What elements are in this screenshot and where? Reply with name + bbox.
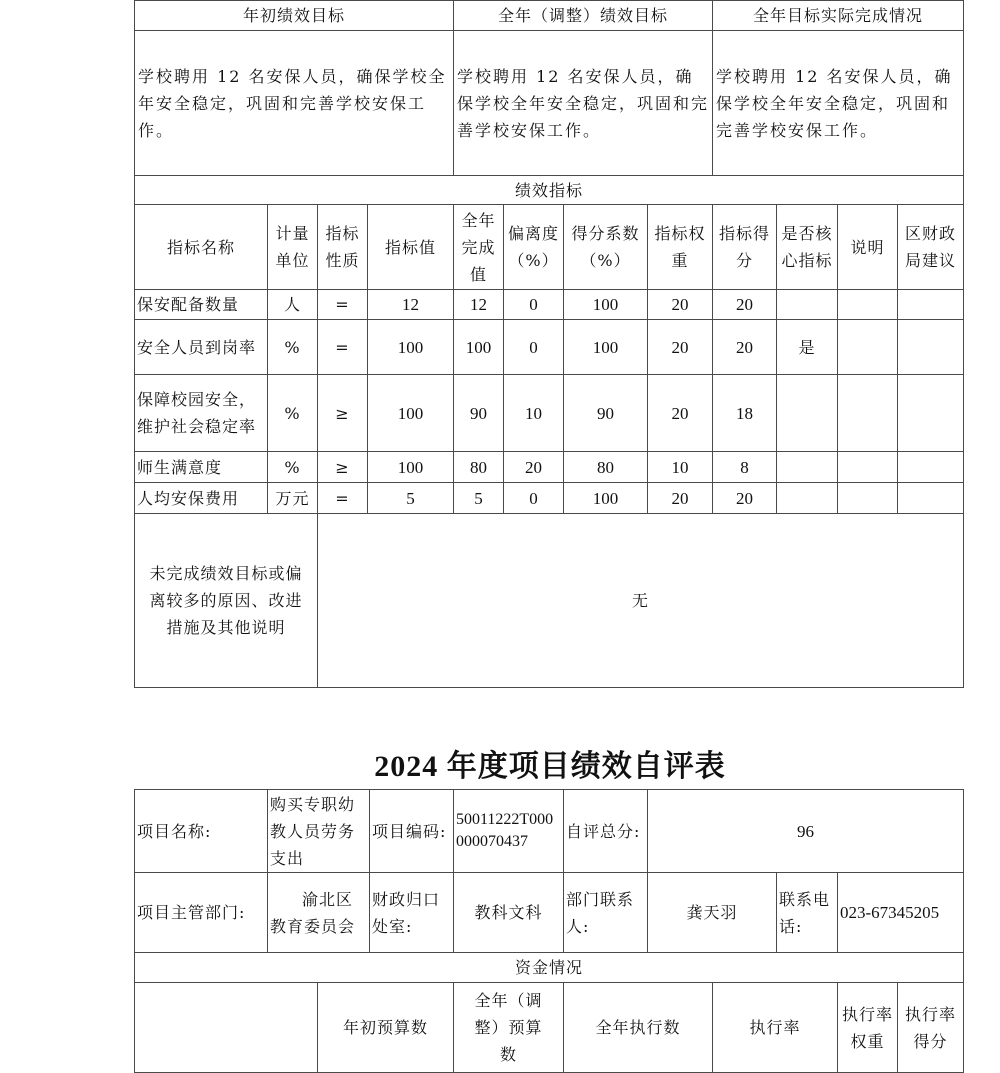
reason-label: 未完成绩效目标或偏离较多的原因、改进措施及其他说明 <box>134 514 318 688</box>
indicator-score: 18 <box>713 375 777 452</box>
indicator-coef: 80 <box>564 452 648 483</box>
funds-col-executed: 全年执行数 <box>564 983 713 1073</box>
col-header-name: 指标名称 <box>134 205 268 290</box>
goal-actual-text: 学校聘用 12 名安保人员，确保学校全年安全稳定，巩固和完善学校安保工作。 <box>713 31 964 176</box>
funds-col-adjusted-budget: 全年（调整）预算数 <box>454 983 564 1073</box>
indicator-actual: 90 <box>454 375 504 452</box>
indicator-advice <box>898 483 964 514</box>
indicator-advice <box>898 320 964 375</box>
indicator-nature: = <box>318 320 368 375</box>
project-code-label: 项目编码: <box>370 789 454 873</box>
form-title: 2024 年度项目绩效自评表 <box>374 750 726 783</box>
indicator-score: 20 <box>713 320 777 375</box>
indicator-coef: 90 <box>564 375 648 452</box>
funds-col-blank <box>134 983 318 1073</box>
indicator-target: 12 <box>368 290 454 320</box>
indicator-coef: 100 <box>564 290 648 320</box>
indicator-weight: 20 <box>648 320 713 375</box>
indicator-deviation: 10 <box>504 375 564 452</box>
indicator-unit: 人 <box>268 290 318 320</box>
indicator-weight: 20 <box>648 483 713 514</box>
indicator-nature: = <box>318 290 368 320</box>
indicator-note <box>838 290 898 320</box>
col-header-target: 指标值 <box>368 205 454 290</box>
reason-value: 无 <box>318 514 964 688</box>
indicator-name: 师生满意度 <box>134 452 268 483</box>
col-header-deviation: 偏离度（%） <box>504 205 564 290</box>
indicator-weight: 10 <box>648 452 713 483</box>
indicator-note <box>838 483 898 514</box>
indicator-score: 20 <box>713 483 777 514</box>
indicator-target: 5 <box>368 483 454 514</box>
col-header-unit: 计量单位 <box>268 205 318 290</box>
indicator-unit: % <box>268 375 318 452</box>
goal-header-initial: 年初绩效目标 <box>134 0 454 31</box>
goal-header-adjusted: 全年（调整）绩效目标 <box>454 0 713 31</box>
indicator-note <box>838 320 898 375</box>
indicator-deviation: 20 <box>504 452 564 483</box>
indicator-core <box>777 375 838 452</box>
funds-col-exec-score: 执行率得分 <box>898 983 964 1073</box>
indicator-name: 保安配备数量 <box>134 290 268 320</box>
indicator-actual: 80 <box>454 452 504 483</box>
finance-office-value: 教科文科 <box>454 873 564 953</box>
goal-initial-text: 学校聘用 12 名安保人员，确保学校全年安全稳定，巩固和完善学校安保工作。 <box>134 31 454 176</box>
col-header-actual: 全年完成值 <box>454 205 504 290</box>
finance-office-label: 财政归口处室: <box>370 873 454 953</box>
indicator-note <box>838 452 898 483</box>
total-score-value: 96 <box>648 789 964 873</box>
indicator-core: 是 <box>777 320 838 375</box>
indicator-core <box>777 290 838 320</box>
goal-adjusted-text: 学校聘用 12 名安保人员，确保学校全年安全稳定，巩固和完善学校安保工作。 <box>454 31 713 176</box>
indicator-name: 保障校园安全，维护社会稳定率 <box>134 375 268 452</box>
indicator-score: 20 <box>713 290 777 320</box>
indicators-section-title: 绩效指标 <box>134 176 964 205</box>
indicator-core <box>777 483 838 514</box>
indicator-deviation: 0 <box>504 483 564 514</box>
funds-col-exec-weight: 执行率权重 <box>838 983 898 1073</box>
indicator-nature: ≥ <box>318 375 368 452</box>
col-header-weight: 指标权重 <box>648 205 713 290</box>
indicator-advice <box>898 375 964 452</box>
indicator-coef: 100 <box>564 320 648 375</box>
col-header-nature: 指标性质 <box>318 205 368 290</box>
indicator-note <box>838 375 898 452</box>
indicator-core <box>777 452 838 483</box>
phone-value: 023-67345205 <box>838 873 964 953</box>
indicator-unit: % <box>268 320 318 375</box>
indicator-weight: 20 <box>648 290 713 320</box>
indicator-target: 100 <box>368 375 454 452</box>
indicator-nature: = <box>318 483 368 514</box>
project-name-value: 购买专职幼教人员劳务支出 <box>268 789 370 873</box>
indicator-unit: % <box>268 452 318 483</box>
phone-label: 联系电话: <box>777 873 838 953</box>
indicator-target: 100 <box>368 320 454 375</box>
indicator-advice <box>898 452 964 483</box>
indicator-weight: 20 <box>648 375 713 452</box>
funds-col-initial-budget: 年初预算数 <box>318 983 454 1073</box>
indicator-unit: 万元 <box>268 483 318 514</box>
total-score-label: 自评总分: <box>564 789 648 873</box>
indicator-actual: 100 <box>454 320 504 375</box>
col-header-score: 指标得分 <box>713 205 777 290</box>
indicator-actual: 5 <box>454 483 504 514</box>
indicator-name: 安全人员到岗率 <box>134 320 268 375</box>
col-header-advice: 区财政局建议 <box>898 205 964 290</box>
contact-label: 部门联系人: <box>564 873 648 953</box>
indicator-target: 100 <box>368 452 454 483</box>
indicator-advice <box>898 290 964 320</box>
project-name-label: 项目名称: <box>134 789 268 873</box>
col-header-core: 是否核心指标 <box>777 205 838 290</box>
contact-value: 龚天羽 <box>648 873 777 953</box>
indicator-deviation: 0 <box>504 290 564 320</box>
indicator-coef: 100 <box>564 483 648 514</box>
dept-value: 渝北区教育委员会 <box>268 873 370 953</box>
dept-label: 项目主管部门: <box>134 873 268 953</box>
indicator-deviation: 0 <box>504 320 564 375</box>
funds-col-exec-rate: 执行率 <box>713 983 838 1073</box>
indicator-actual: 12 <box>454 290 504 320</box>
goal-header-actual: 全年目标实际完成情况 <box>713 0 964 31</box>
funds-section-title: 资金情况 <box>134 953 964 983</box>
col-header-coef: 得分系数（%） <box>564 205 648 290</box>
indicator-score: 8 <box>713 452 777 483</box>
project-code-value: 50011222T000000070437 <box>454 789 564 873</box>
indicator-nature: ≥ <box>318 452 368 483</box>
indicator-name: 人均安保费用 <box>134 483 268 514</box>
col-header-note: 说明 <box>838 205 898 290</box>
